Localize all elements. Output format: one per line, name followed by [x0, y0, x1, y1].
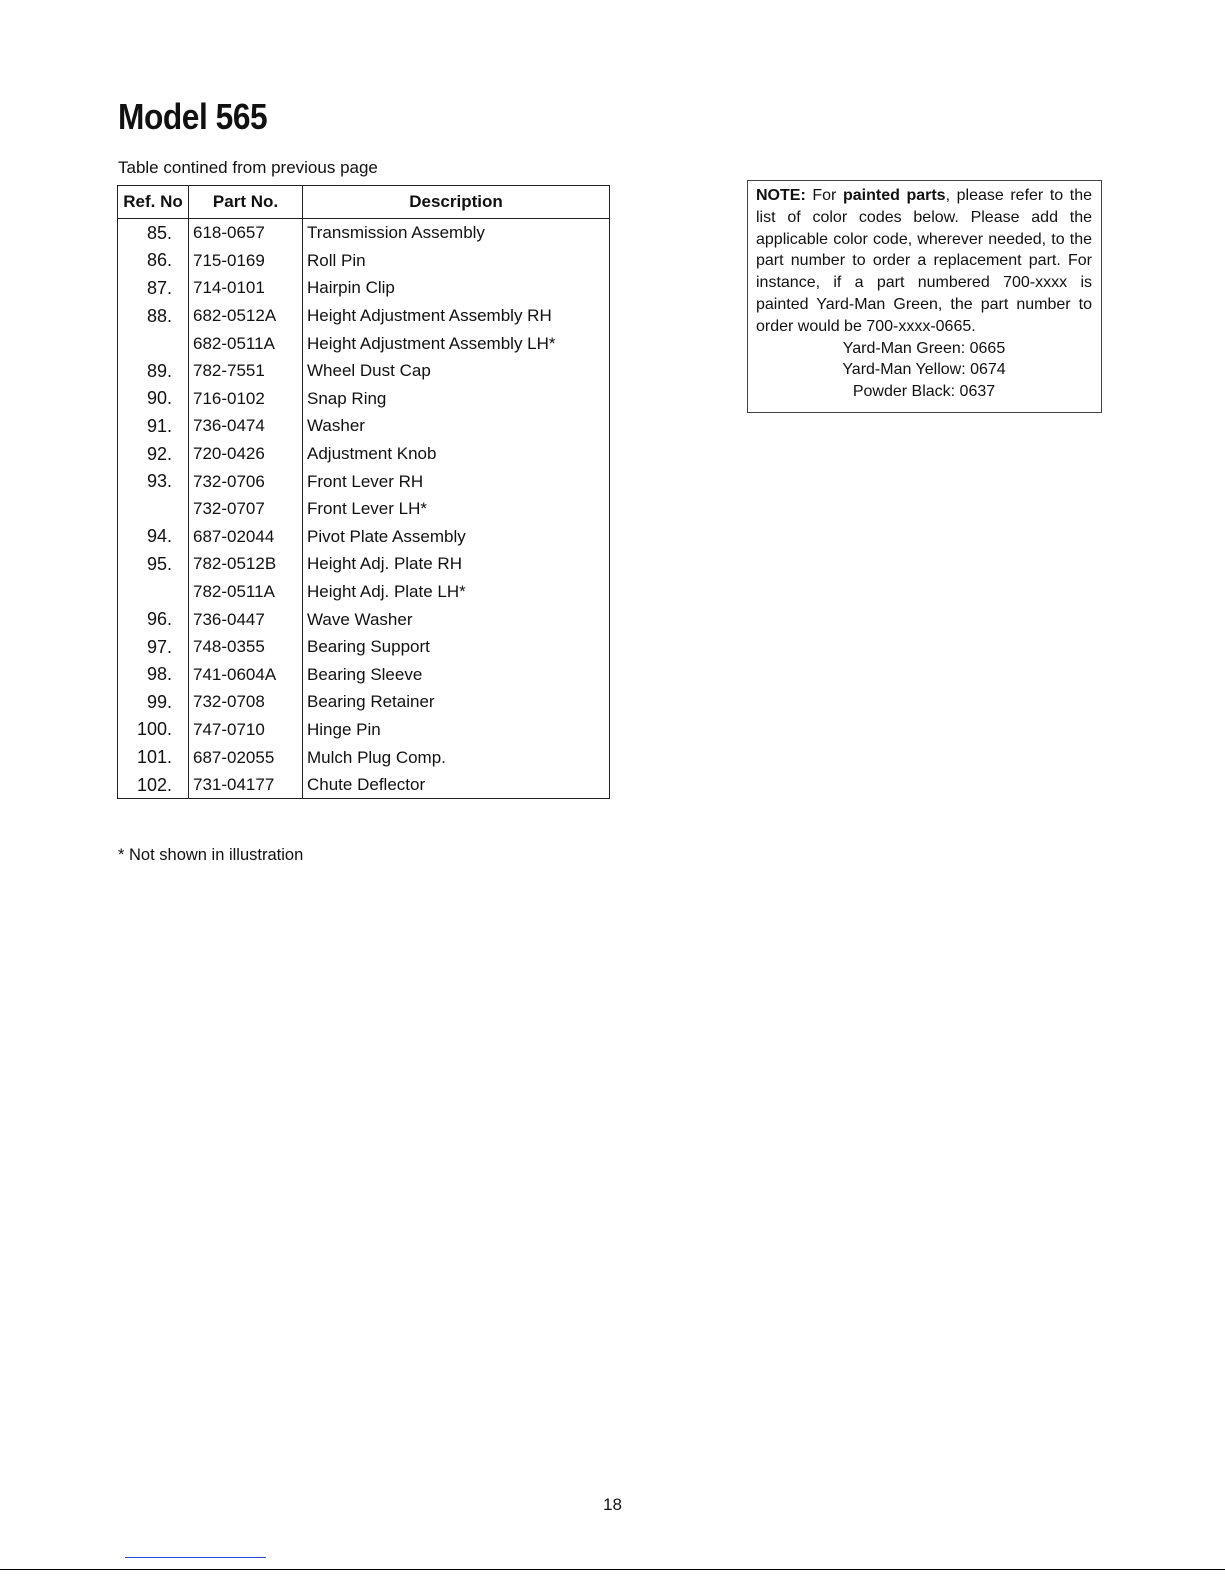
table-row [118, 329, 610, 357]
table-row [118, 523, 610, 551]
table-row [118, 633, 610, 661]
description-cell: Washer [303, 412, 610, 440]
note-text-2: , please refer to the list of color codes below. Please add the applicable color code, wherever needed, to the part number to order a replacement part. For instance, if a part numbered 700-xxxx is painted Yard-Man Green, the part number to order would be 700-xxxx-0665. [756, 187, 1093, 335]
part-no-cell: 687-02044 [189, 523, 303, 551]
part-no-cell: 736-0447 [189, 605, 303, 633]
ref-no-cell [118, 578, 189, 606]
ref-no-cell [118, 329, 189, 357]
color-code-item: Powder Black: 0637 [852, 383, 996, 401]
part-no-cell: 714-0101 [189, 274, 303, 302]
note-text-1: For [805, 187, 843, 204]
ref-no-cell: 93. [118, 467, 189, 495]
ref-no-cell: 94. [118, 523, 189, 551]
ref-no-cell: 95. [118, 550, 189, 578]
ref-no-cell: 85. [118, 219, 189, 247]
table-row [118, 219, 610, 247]
ref-no-cell: 90. [118, 385, 189, 413]
table-row [118, 578, 610, 606]
part-no-cell: 732-0708 [189, 688, 303, 716]
part-no-cell: 782-7551 [189, 357, 303, 385]
page-title: Model 565 [118, 96, 268, 137]
ref-no-cell: 88. [118, 302, 189, 330]
description-cell: Transmission Assembly [303, 219, 610, 247]
description-cell: Roll Pin [303, 247, 610, 275]
description-cell: Height Adj. Plate LH* [303, 578, 610, 606]
color-code-item: Yard-Man Yellow: 0674 [842, 361, 1006, 379]
part-no-cell: 731-04177 [189, 771, 303, 799]
part-no-cell: 748-0355 [189, 633, 303, 661]
parts-table [117, 185, 610, 799]
continued-note: Table contined from previous page [118, 158, 378, 177]
note-bold-phrase: painted parts [842, 187, 946, 204]
description-cell: Mulch Plug Comp. [303, 743, 610, 771]
table-row [118, 661, 610, 689]
description-cell: Front Lever RH [303, 467, 610, 495]
ref-no-cell: 92. [118, 440, 189, 468]
ref-no-cell: 87. [118, 274, 189, 302]
ref-no-cell: 89. [118, 357, 189, 385]
table-row [118, 357, 610, 385]
table-header-row [118, 186, 610, 219]
description-cell: Snap Ring [303, 385, 610, 413]
part-no-cell: 732-0707 [189, 495, 303, 523]
table-row [118, 605, 610, 633]
color-codes [756, 338, 1092, 403]
bottom-rule [0, 1569, 1225, 1570]
description-cell: Adjustment Knob [303, 440, 610, 468]
description-cell: Wheel Dust Cap [303, 357, 610, 385]
description-cell: Bearing Retainer [303, 688, 610, 716]
table-row [118, 440, 610, 468]
ref-no-cell [118, 495, 189, 523]
ref-no-cell: 100. [118, 716, 189, 744]
page-number: 18 [603, 1495, 622, 1514]
description-cell: Hinge Pin [303, 716, 610, 744]
part-no-cell: 682-0511A [189, 329, 303, 357]
part-no-cell: 618-0657 [189, 219, 303, 247]
table-row [118, 743, 610, 771]
part-no-cell: 687-02055 [189, 743, 303, 771]
table-row [118, 716, 610, 744]
part-no-cell: 741-0604A [189, 661, 303, 689]
ref-no-cell: 99. [118, 688, 189, 716]
painted-parts-note [747, 180, 1102, 413]
part-no-cell: 732-0706 [189, 467, 303, 495]
table-row [118, 688, 610, 716]
part-no-cell: 736-0474 [189, 412, 303, 440]
table-row [118, 550, 610, 578]
ref-no-cell: 96. [118, 605, 189, 633]
ref-no-cell: 102. [118, 771, 189, 799]
description-cell: Height Adjustment Assembly RH [303, 302, 610, 330]
table-row [118, 274, 610, 302]
part-no-cell: 715-0169 [189, 247, 303, 275]
ref-no-cell: 101. [118, 743, 189, 771]
header-part-no: Part No. [189, 186, 303, 219]
description-cell: Height Adjustment Assembly LH* [303, 329, 610, 357]
description-cell: Pivot Plate Assembly [303, 523, 610, 551]
footnote: * Not shown in illustration [118, 846, 304, 864]
parts-table-body [118, 219, 610, 799]
table-row [118, 302, 610, 330]
description-cell: Chute Deflector [303, 771, 610, 799]
part-no-cell: 716-0102 [189, 385, 303, 413]
color-code-item: Yard-Man Green: 0665 [842, 339, 1006, 357]
table-row [118, 495, 610, 523]
description-cell: Bearing Sleeve [303, 661, 610, 689]
description-cell: Front Lever LH* [303, 495, 610, 523]
description-cell: Hairpin Clip [303, 274, 610, 302]
part-no-cell: 682-0512A [189, 302, 303, 330]
note-label: NOTE: [756, 187, 806, 204]
ref-no-cell: 91. [118, 412, 189, 440]
header-ref-no: Ref. No [118, 186, 189, 219]
description-cell: Wave Washer [303, 605, 610, 633]
part-no-cell: 782-0511A [189, 578, 303, 606]
table-row [118, 467, 610, 495]
part-no-cell: 747-0710 [189, 716, 303, 744]
part-no-cell: 720-0426 [189, 440, 303, 468]
ref-no-cell: 98. [118, 661, 189, 689]
ref-no-cell: 86. [118, 247, 189, 275]
ref-no-cell: 97. [118, 633, 189, 661]
table-row [118, 247, 610, 275]
description-cell: Height Adj. Plate RH [303, 550, 610, 578]
table-row [118, 385, 610, 413]
part-no-cell: 782-0512B [189, 550, 303, 578]
header-description: Description [303, 186, 610, 219]
bottom-link-underline [125, 1557, 266, 1558]
description-cell: Bearing Support [303, 633, 610, 661]
table-row [118, 412, 610, 440]
table-row [118, 771, 610, 799]
